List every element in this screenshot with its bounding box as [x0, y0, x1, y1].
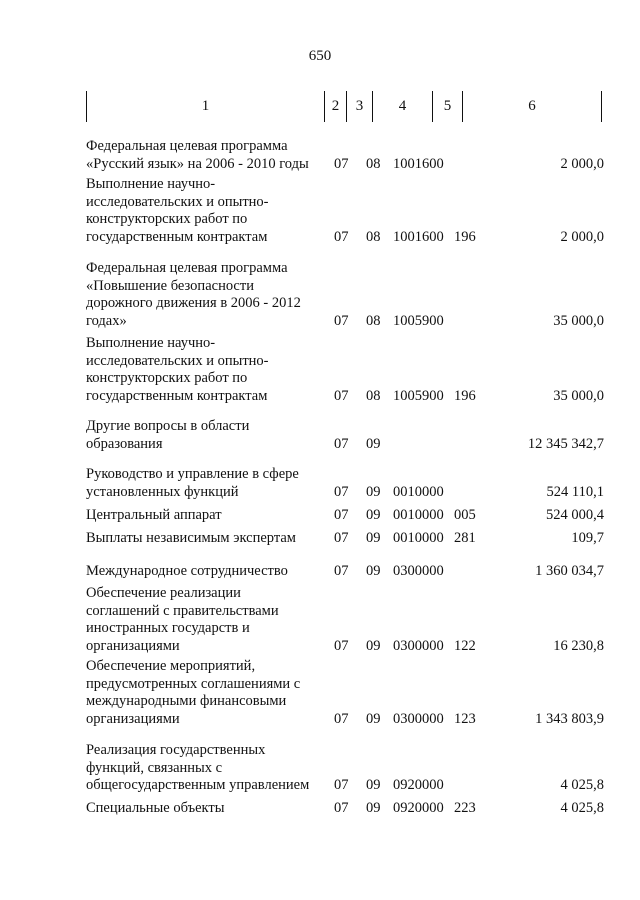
- subsection-code: 08: [366, 312, 381, 329]
- target-article-code: 1001600: [393, 228, 444, 245]
- amount-value: 4 025,8: [560, 800, 604, 816]
- expense-type-code: 122: [454, 637, 476, 654]
- row-description: [86, 658, 336, 728]
- table-row: [86, 800, 616, 818]
- target-article-code: 0300000: [393, 710, 444, 727]
- target-article-code: 0010000: [393, 530, 444, 546]
- subsection-code: 09: [366, 777, 381, 793]
- section-code: 07: [334, 483, 349, 500]
- section-code: 07: [334, 777, 349, 793]
- row-description-line: Федеральная целевая программа: [86, 260, 288, 276]
- expense-type-code: 196: [454, 387, 476, 404]
- header-col-6: 6: [462, 91, 602, 122]
- row-description: [86, 260, 336, 330]
- row-description-line: «Русский язык» на 2006 - 2010 годы: [86, 155, 309, 172]
- header-col-1: 1: [86, 91, 324, 122]
- section-code: 07: [334, 710, 349, 727]
- row-description-line: Руководство и управление в сфере: [86, 466, 299, 482]
- amount-value: 524 110,1: [546, 483, 604, 500]
- header-col-3: 3: [346, 91, 372, 122]
- target-article-code: 0920000: [393, 777, 444, 793]
- row-description-line: Выполнение научно-: [86, 335, 216, 351]
- subsection-code: 09: [366, 800, 381, 816]
- amount-value: 2 000,0: [560, 155, 604, 172]
- amount-value: 109,7: [571, 530, 604, 546]
- table-row: [86, 507, 616, 525]
- table-row: [86, 260, 616, 330]
- row-description-line: Обеспечение мероприятий,: [86, 658, 256, 674]
- subsection-code: 09: [366, 507, 381, 523]
- row-description: [86, 530, 336, 548]
- table-row: [86, 563, 616, 581]
- row-description-line: Выполнение научно-: [86, 176, 216, 192]
- target-article-code: 0010000: [393, 507, 444, 523]
- target-article-code: 1005900: [393, 312, 444, 329]
- target-article-code: 1001600: [393, 155, 444, 172]
- row-description-line: иностранных государств и: [86, 620, 250, 636]
- row-description-line: организациями: [86, 637, 180, 654]
- row-description: [86, 466, 336, 501]
- table-row: [86, 176, 616, 246]
- table-row: [86, 138, 616, 173]
- subsection-code: 08: [366, 387, 381, 404]
- row-description: [86, 585, 336, 655]
- row-description-line: Реализация государственных: [86, 742, 266, 758]
- section-code: 07: [334, 507, 349, 523]
- amount-value: 4 025,8: [560, 777, 604, 793]
- amount-value: 35 000,0: [553, 312, 604, 329]
- subsection-code: 09: [366, 530, 381, 546]
- row-description-line: исследовательских и опытно-: [86, 193, 269, 210]
- table-row: [86, 742, 616, 795]
- row-description-line: установленных функций: [86, 483, 239, 500]
- row-description-line: Специальные объекты: [86, 800, 225, 816]
- row-description-line: годах»: [86, 312, 127, 329]
- table-row: [86, 530, 616, 548]
- subsection-code: 09: [366, 563, 381, 579]
- row-description-line: Центральный аппарат: [86, 507, 222, 523]
- row-description: [86, 176, 336, 246]
- amount-value: 1 343 803,9: [535, 710, 604, 727]
- row-description: [86, 507, 336, 525]
- row-description: [86, 800, 336, 818]
- section-code: 07: [334, 637, 349, 654]
- row-description-line: Международное сотрудничество: [86, 563, 288, 579]
- header-col-2: 2: [324, 91, 346, 122]
- target-article-code: 0920000: [393, 800, 444, 816]
- target-article-code: 0010000: [393, 483, 444, 500]
- row-description-line: дорожного движения в 2006 - 2012: [86, 295, 301, 311]
- row-description-line: Федеральная целевая программа: [86, 138, 288, 154]
- row-description-line: организациями: [86, 710, 180, 727]
- header-col-4: 4: [372, 91, 432, 122]
- section-code: 07: [334, 530, 349, 546]
- section-code: 07: [334, 228, 349, 245]
- section-code: 07: [334, 435, 349, 452]
- amount-value: 1 360 034,7: [535, 563, 604, 579]
- row-description-line: образования: [86, 435, 163, 452]
- table-row: [86, 658, 616, 728]
- expense-type-code: 223: [454, 800, 476, 816]
- row-description-line: конструкторских работ по: [86, 211, 248, 227]
- subsection-code: 09: [366, 637, 381, 654]
- amount-value: 2 000,0: [560, 228, 604, 245]
- section-code: 07: [334, 155, 349, 172]
- amount-value: 16 230,8: [553, 637, 604, 654]
- subsection-code: 08: [366, 155, 381, 172]
- table-row: [86, 585, 616, 655]
- expense-type-code: 123: [454, 710, 476, 727]
- target-article-code: 0300000: [393, 563, 444, 579]
- expense-type-code: 196: [454, 228, 476, 245]
- row-description: [86, 418, 336, 453]
- row-description: [86, 138, 336, 173]
- row-description-line: конструкторских работ по: [86, 370, 248, 386]
- row-description: [86, 742, 336, 795]
- row-description-line: исследовательских и опытно-: [86, 352, 269, 369]
- subsection-code: 09: [366, 435, 381, 452]
- target-article-code: 1005900: [393, 387, 444, 404]
- header-col-5: 5: [432, 91, 462, 122]
- subsection-code: 08: [366, 228, 381, 245]
- row-description-line: функций, связанных с: [86, 759, 223, 776]
- section-code: 07: [334, 563, 349, 579]
- expense-type-code: 005: [454, 507, 476, 523]
- row-description-line: «Повышение безопасности: [86, 277, 254, 294]
- row-description: [86, 335, 336, 405]
- row-description: [86, 563, 336, 581]
- row-description-line: предусмотренных соглашениями с: [86, 675, 301, 692]
- table-row: [86, 335, 616, 405]
- table-row: [86, 466, 616, 501]
- table-row: [86, 418, 616, 453]
- row-description-line: соглашений с правительствами: [86, 602, 279, 619]
- section-code: 07: [334, 312, 349, 329]
- amount-value: 35 000,0: [553, 387, 604, 404]
- row-description-line: международными финансовыми: [86, 693, 287, 709]
- row-description-line: общегосударственным управлением: [86, 777, 310, 793]
- row-description-line: государственным контрактам: [86, 228, 268, 245]
- row-description-line: Другие вопросы в области: [86, 418, 250, 434]
- amount-value: 524 000,4: [546, 507, 604, 523]
- row-description-line: государственным контрактам: [86, 387, 268, 404]
- section-code: 07: [334, 800, 349, 816]
- page-number: 650: [308, 48, 332, 64]
- row-description-line: Обеспечение реализации: [86, 585, 241, 601]
- amount-value: 12 345 342,7: [527, 435, 604, 452]
- section-code: 07: [334, 387, 349, 404]
- subsection-code: 09: [366, 483, 381, 500]
- target-article-code: 0300000: [393, 637, 444, 654]
- expense-type-code: 281: [454, 530, 476, 546]
- row-description-line: Выплаты независимым экспертам: [86, 530, 296, 546]
- subsection-code: 09: [366, 710, 381, 727]
